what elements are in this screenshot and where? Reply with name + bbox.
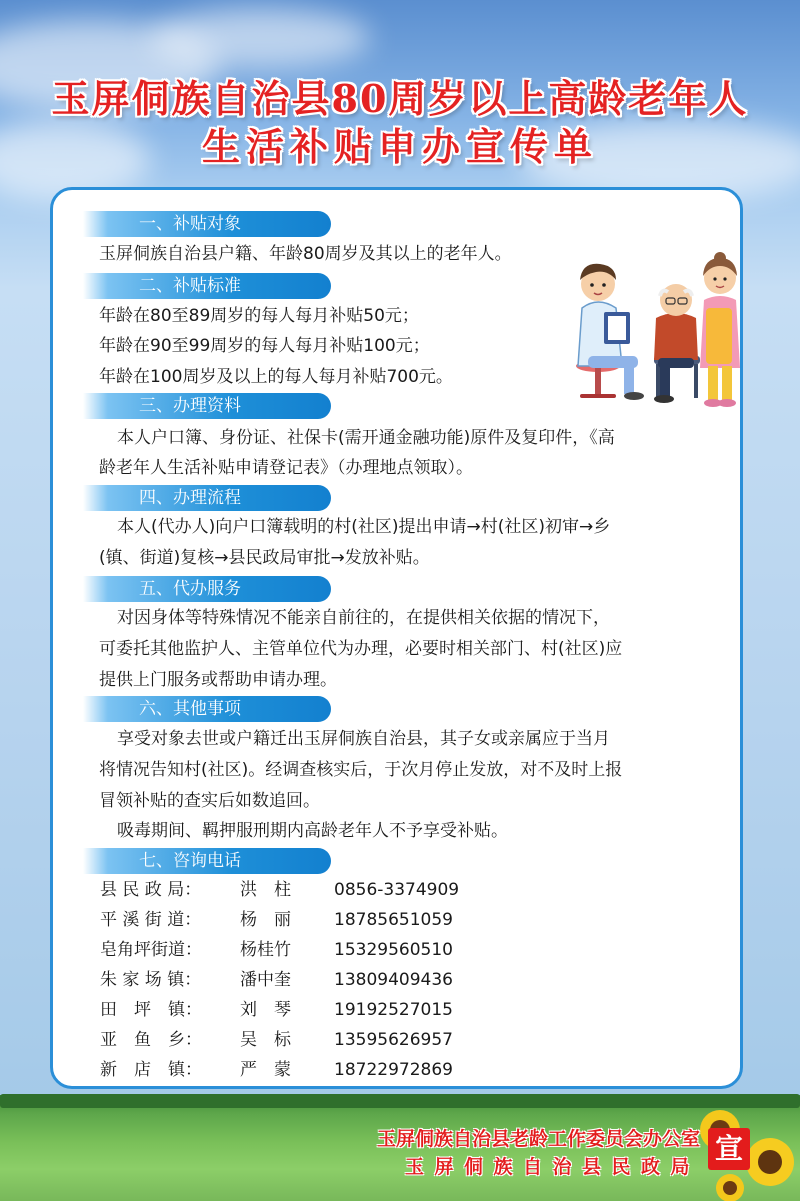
cloud <box>150 8 370 68</box>
contact-name: 杨 丽 <box>240 910 291 930</box>
section-text: 年龄在90至99周岁的每人每月补贴100元； <box>99 336 430 356</box>
section-text: (镇、街道)复核→县民政局审批→发放补贴。 <box>99 548 430 568</box>
contact-unit: 县 民 政 局： <box>100 880 202 900</box>
contact-name: 杨桂竹 <box>240 940 291 960</box>
section-text: 冒领补贴的查实后如数追回。 <box>99 791 320 811</box>
contact-phone: 13595626957 <box>334 1030 453 1050</box>
section-text: 提供上门服务或帮助申请办理。 <box>99 670 337 690</box>
contact-phone: 18722972869 <box>334 1060 453 1080</box>
section-text: 本人户口簿、身份证、社保卡(需开通金融功能)原件及复印件，《高 <box>117 428 615 448</box>
section-heading-proxy: 五、代办服务 <box>83 576 331 602</box>
section-text: 吸毒期间、羁押服刑期内高龄老年人不予享受补贴。 <box>117 821 508 841</box>
section-heading-other: 六、其他事项 <box>83 696 331 722</box>
footer-org-committee: 玉屏侗族自治县老龄工作委员会办公室 <box>376 1128 700 1150</box>
doctor-and-elderly-couple-illustration <box>558 248 748 414</box>
contact-phone: 0856-3374909 <box>334 880 460 900</box>
info-card <box>50 187 743 1089</box>
section-heading-target: 一、补贴对象 <box>83 211 331 237</box>
contact-phone: 13809409436 <box>334 970 453 990</box>
contact-unit: 田 坪 镇： <box>100 1000 202 1020</box>
section-text: 玉屏侗族自治县户籍、年龄80周岁及其以上的老年人。 <box>99 244 512 264</box>
contact-unit: 皂角坪街道： <box>100 940 202 960</box>
contact-phone: 19192527015 <box>334 1000 453 1020</box>
section-text: 对因身体等特殊情况不能亲自前往的，在提供相关依据的情况下， <box>117 608 610 628</box>
contact-phone: 18785651059 <box>334 910 453 930</box>
page-subtitle: 生活补贴申办宣传单 <box>201 124 598 169</box>
page-title: 玉屏侗族自治县80周岁以上高龄老年人 <box>51 76 749 121</box>
section-heading-contacts: 七、咨询电话 <box>83 848 331 874</box>
section-heading-standard: 二、补贴标准 <box>83 273 331 299</box>
contact-name: 刘 琴 <box>240 1000 291 1020</box>
contact-name: 潘中奎 <box>240 970 291 990</box>
section-text: 可委托其他监护人、主管单位代为办理，必要时相关部门、村(社区)应 <box>99 639 623 659</box>
footer-org-bureau: 玉屏侗族自治县民政局 <box>404 1156 700 1178</box>
contact-phone: 15329560510 <box>334 940 453 960</box>
section-heading-materials: 三、办理资料 <box>83 393 331 419</box>
contact-unit: 平 溪 街 道： <box>100 910 202 930</box>
contact-unit: 亚 鱼 乡： <box>100 1030 202 1050</box>
contact-unit: 新 店 镇： <box>100 1060 202 1080</box>
section-heading-process: 四、办理流程 <box>83 485 331 511</box>
contact-unit: 朱 家 场 镇： <box>100 970 202 990</box>
section-text: 享受对象去世或户籍迁出玉屏侗族自治县，其子女或亲属应于当月 <box>117 729 610 749</box>
section-text: 龄老年人生活补贴申请登记表》（办理地点领取）。 <box>99 458 473 478</box>
section-text: 本人(代办人)向户口簿载明的村(社区)提出申请→村(社区)初审→乡 <box>117 517 611 537</box>
contact-name: 吴 标 <box>240 1030 291 1050</box>
contact-name: 洪 柱 <box>240 880 291 900</box>
section-text: 将情况告知村(社区)。经调查核实后，于次月停止发放，对不及时上报 <box>99 760 623 780</box>
section-text: 年龄在100周岁及以上的每人每月补贴700元。 <box>99 367 453 387</box>
section-text: 年龄在80至89周岁的每人每月补贴50元； <box>99 306 419 326</box>
contact-name: 严 蒙 <box>240 1060 291 1080</box>
tree-line <box>0 1094 800 1108</box>
propaganda-stamp: 宣 <box>708 1128 750 1170</box>
